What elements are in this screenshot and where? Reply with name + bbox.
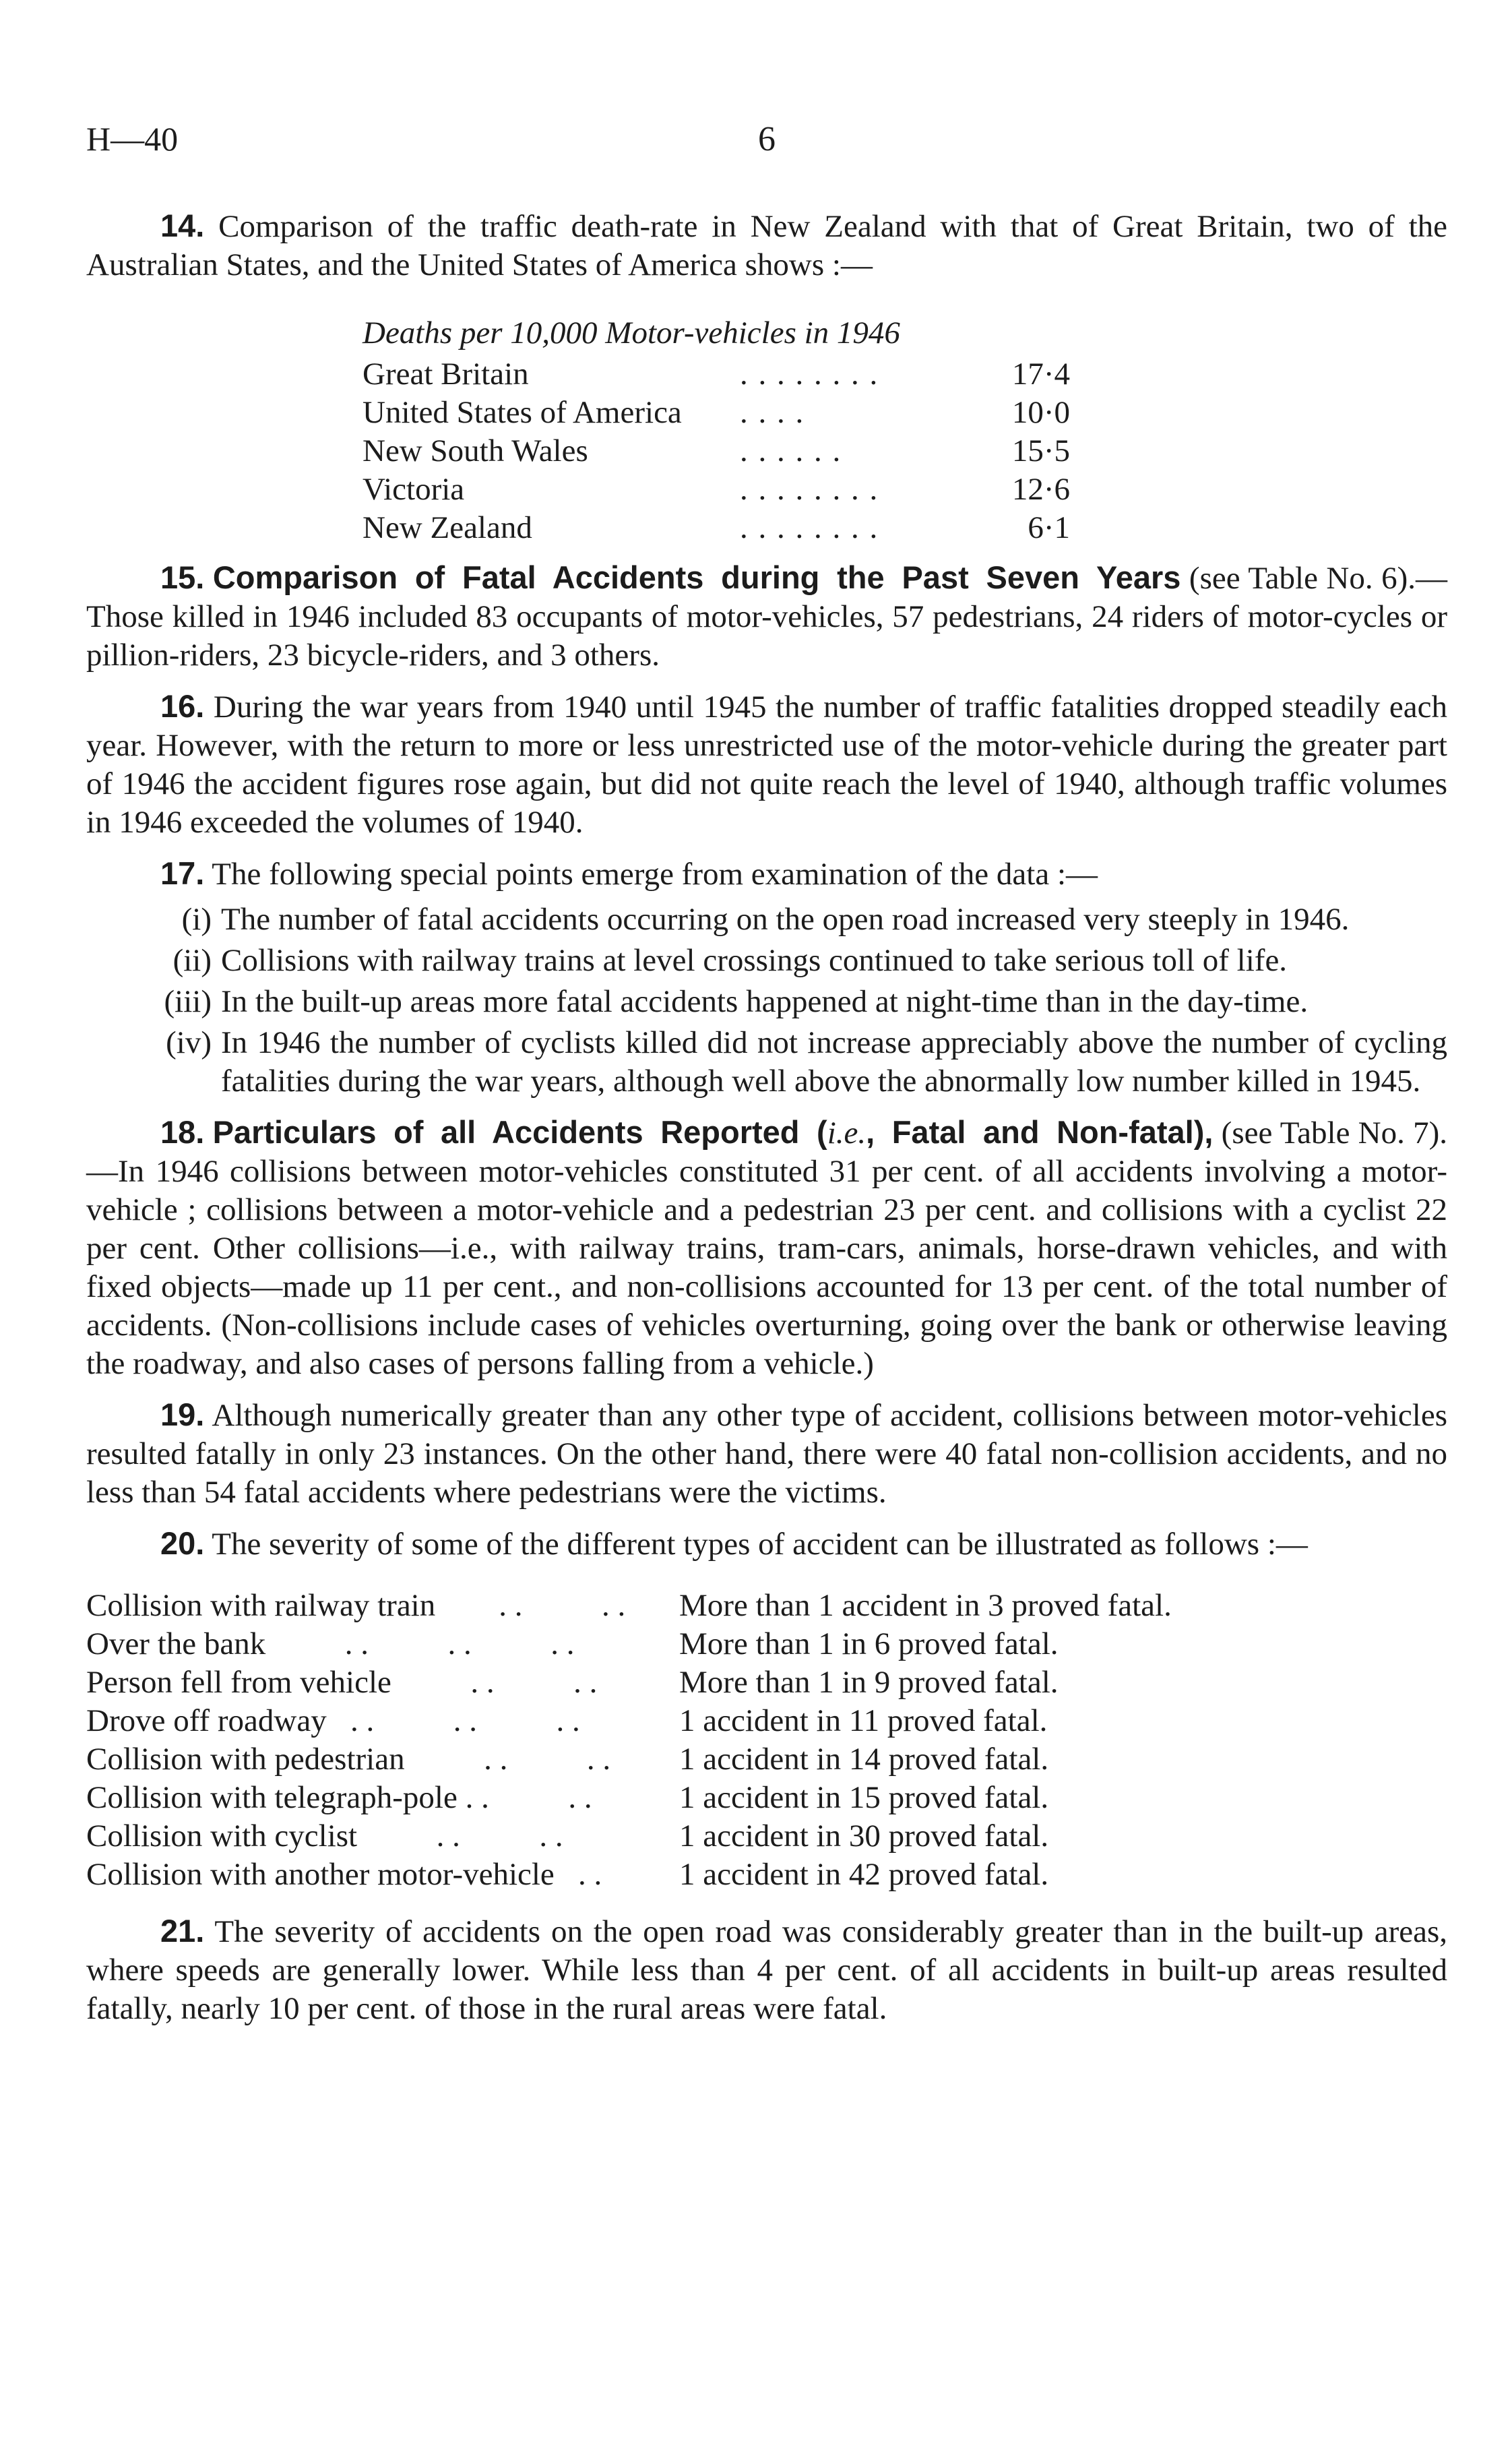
list-item xyxy=(86,900,1447,939)
severity-result: 1 accident in 15 proved fatal. xyxy=(679,1780,1049,1815)
accident-type: Person fell from vehicle . . . . xyxy=(86,1665,598,1700)
deaths-table xyxy=(363,314,1070,547)
heading-part: Particulars of all Accidents Reported ( xyxy=(212,1114,827,1150)
severity-row xyxy=(86,1663,1447,1702)
list-item xyxy=(86,942,1447,980)
severity-result: More than 1 accident in 3 proved fatal. xyxy=(679,1588,1172,1623)
paragraph-text: The following special points emerge from examination of the data :— xyxy=(212,857,1098,892)
paragraph-20 xyxy=(86,1524,1447,1564)
paragraph-16 xyxy=(86,687,1447,842)
country-name: New South Wales xyxy=(363,433,588,468)
heading-italic: i.e. xyxy=(827,1115,867,1151)
severity-row xyxy=(86,1856,1447,1894)
leader-dots: . . . . . . . . xyxy=(740,510,879,545)
paragraph-text: Although numerically greater than any other type of accident, collisions between motor-vehicles resulted fatally in only 23 instances. On the other hand, there were 40 fatal non-collision accidents, and no less than 54 fatal accidents where pedestrians were the victims. xyxy=(86,1398,1447,1510)
list-item xyxy=(86,1024,1447,1101)
running-head xyxy=(86,113,1447,160)
paragraph-15 xyxy=(86,558,1447,675)
paragraph-18 xyxy=(86,1113,1447,1383)
paragraph-number: 21. xyxy=(160,1913,205,1949)
death-rate-value: 6·1 xyxy=(1028,510,1070,545)
deaths-table-row xyxy=(363,470,1070,509)
list-marker: (iii) xyxy=(164,984,212,1019)
leader-dots: . . . . . . xyxy=(740,433,842,468)
death-rate-value: 15·5 xyxy=(1011,433,1070,468)
accident-type: Drove off roadway . . . . . . xyxy=(86,1703,580,1738)
document-body xyxy=(86,206,1447,2028)
severity-table xyxy=(86,1587,1447,1894)
deaths-table-row xyxy=(363,394,1070,432)
heading-part: , Fatal and Non-fatal), xyxy=(866,1114,1214,1150)
paragraph-text: During the war years from 1940 until 1945 the number of traffic fatalities dropped steadily each year. However, with the return to more or less unrestricted use of the motor-vehicle during the greater part of 1946 the accident figures rose again, but did not quite reach the level of 1940, although traffic volumes in 1946 exceeded the volumes of 1940. xyxy=(86,690,1447,840)
paragraph-number: 17. xyxy=(160,855,205,891)
list-item-text: Collisions with railway trains at level crossings continued to take serious toll of life. xyxy=(221,943,1288,978)
list-item-text: In the built-up areas more fatal accidents happened at night-time than in the day-time. xyxy=(221,984,1309,1019)
list-item-text: The number of fatal accidents occurring on the open road increased very steeply in 1946. xyxy=(221,902,1350,937)
leader-dots: . . . . . . . . xyxy=(740,357,879,392)
severity-result: More than 1 in 9 proved fatal. xyxy=(679,1665,1059,1700)
deaths-table-row xyxy=(363,355,1070,394)
paragraph-text: (see Table No. 7).—In 1946 collisions between motor-vehicles constituted 31 per cent. of all accidents involving a motor-vehicle ; collisions between a motor-vehicle and a pedestrian 23 per cent. and collisions with a cyclist 22 per cent. Other collisions—i.e., with railway trains, tram-cars, animals, horse-drawn vehicles, and with fixed objects—made up 11 per cent., and non-collisions accounted for 13 per cent. of the total number of accidents. (Non-collisions include cases of vehicles overturning, going over the bank or otherwise leaving the roadway, and also cases of persons falling from a vehicle.) xyxy=(86,1115,1447,1381)
severity-row xyxy=(86,1779,1447,1817)
paragraph-14 xyxy=(86,206,1447,284)
paragraph-heading xyxy=(213,1114,1214,1150)
country-name: Great Britain xyxy=(363,357,529,392)
severity-row xyxy=(86,1587,1447,1625)
paragraph-text: The severity of some of the different types of accident can be illustrated as follows :— xyxy=(212,1527,1308,1562)
paragraph-number: 16. xyxy=(160,688,205,724)
list-marker: (ii) xyxy=(172,943,212,978)
accident-type: Collision with another motor-vehicle . . xyxy=(86,1857,602,1892)
severity-result: 1 accident in 42 proved fatal. xyxy=(679,1857,1049,1892)
severity-row xyxy=(86,1702,1447,1740)
paragraph-number: 20. xyxy=(160,1525,205,1561)
severity-row xyxy=(86,1817,1447,1856)
severity-row xyxy=(86,1740,1447,1779)
country-name: New Zealand xyxy=(363,510,532,545)
paragraph-text: Comparison of the traffic death-rate in New Zealand with that of Great Britain, two of the Australian States, and the United States of America shows :— xyxy=(86,209,1447,282)
severity-result: 1 accident in 11 proved fatal. xyxy=(679,1703,1048,1738)
list-item-text: In 1946 the number of cyclists killed did not increase appreciably above the number of cycling fatalities during the war years, although well above the abnormally low number killed in 1945. xyxy=(221,1025,1447,1099)
paragraph-text: The severity of accidents on the open road was considerably greater than in the built-up areas, where speeds are generally lower. While less than 4 per cent. of all accidents in built-up areas resulted fatally, nearly 10 per cent. of those in the rural areas were fatal. xyxy=(86,1914,1447,2026)
accident-type: Collision with pedestrian . . . . xyxy=(86,1742,611,1777)
deaths-table-row xyxy=(363,509,1070,547)
deaths-table-row xyxy=(363,432,1070,470)
paragraph-text: (see Table No. 6).—Those killed in 1946 included 83 occupants of motor-vehicles, 57 pedestrians, 24 riders of motor-cycles or pillion-riders, 23 bicycle-riders, and 3 others. xyxy=(86,561,1448,673)
country-name: United States of America xyxy=(363,395,682,430)
paragraph-heading: Comparison of Fatal Accidents during the Past Seven Years xyxy=(212,559,1181,595)
paragraph-number: 14. xyxy=(160,208,205,243)
paragraph-number: 15. xyxy=(160,559,205,595)
deaths-table-caption: Deaths per 10,000 Motor-vehicles in 1946 xyxy=(363,315,900,350)
leader-dots: . . . . xyxy=(740,395,805,430)
list-marker: (i) xyxy=(181,902,212,937)
special-points-list xyxy=(86,900,1447,1101)
list-item xyxy=(86,983,1447,1021)
severity-result: 1 accident in 14 proved fatal. xyxy=(679,1742,1049,1777)
accident-type: Collision with cyclist . . . . xyxy=(86,1818,563,1854)
list-marker: (iv) xyxy=(166,1025,212,1060)
severity-result: More than 1 in 6 proved fatal. xyxy=(679,1626,1059,1661)
page-number: 6 xyxy=(758,120,776,158)
paragraph-19 xyxy=(86,1395,1447,1512)
paragraph-number: 19. xyxy=(160,1397,205,1432)
death-rate-value: 10·0 xyxy=(1011,395,1070,430)
paragraph-number: 18. xyxy=(160,1114,205,1150)
accident-type: Collision with telegraph-pole . . . . xyxy=(86,1780,592,1815)
death-rate-value: 17·4 xyxy=(1011,357,1070,392)
leader-dots: . . . . . . . . xyxy=(740,472,879,507)
severity-result: 1 accident in 30 proved fatal. xyxy=(679,1818,1049,1854)
accident-type: Collision with railway train . . . . xyxy=(86,1588,626,1623)
country-name: Victoria xyxy=(363,472,465,507)
severity-row xyxy=(86,1625,1447,1663)
paragraph-17 xyxy=(86,854,1447,894)
document-reference: H—40 xyxy=(86,120,179,158)
death-rate-value: 12·6 xyxy=(1011,472,1070,507)
accident-type: Over the bank . . . . . . xyxy=(86,1626,575,1661)
paragraph-21 xyxy=(86,1911,1447,2028)
